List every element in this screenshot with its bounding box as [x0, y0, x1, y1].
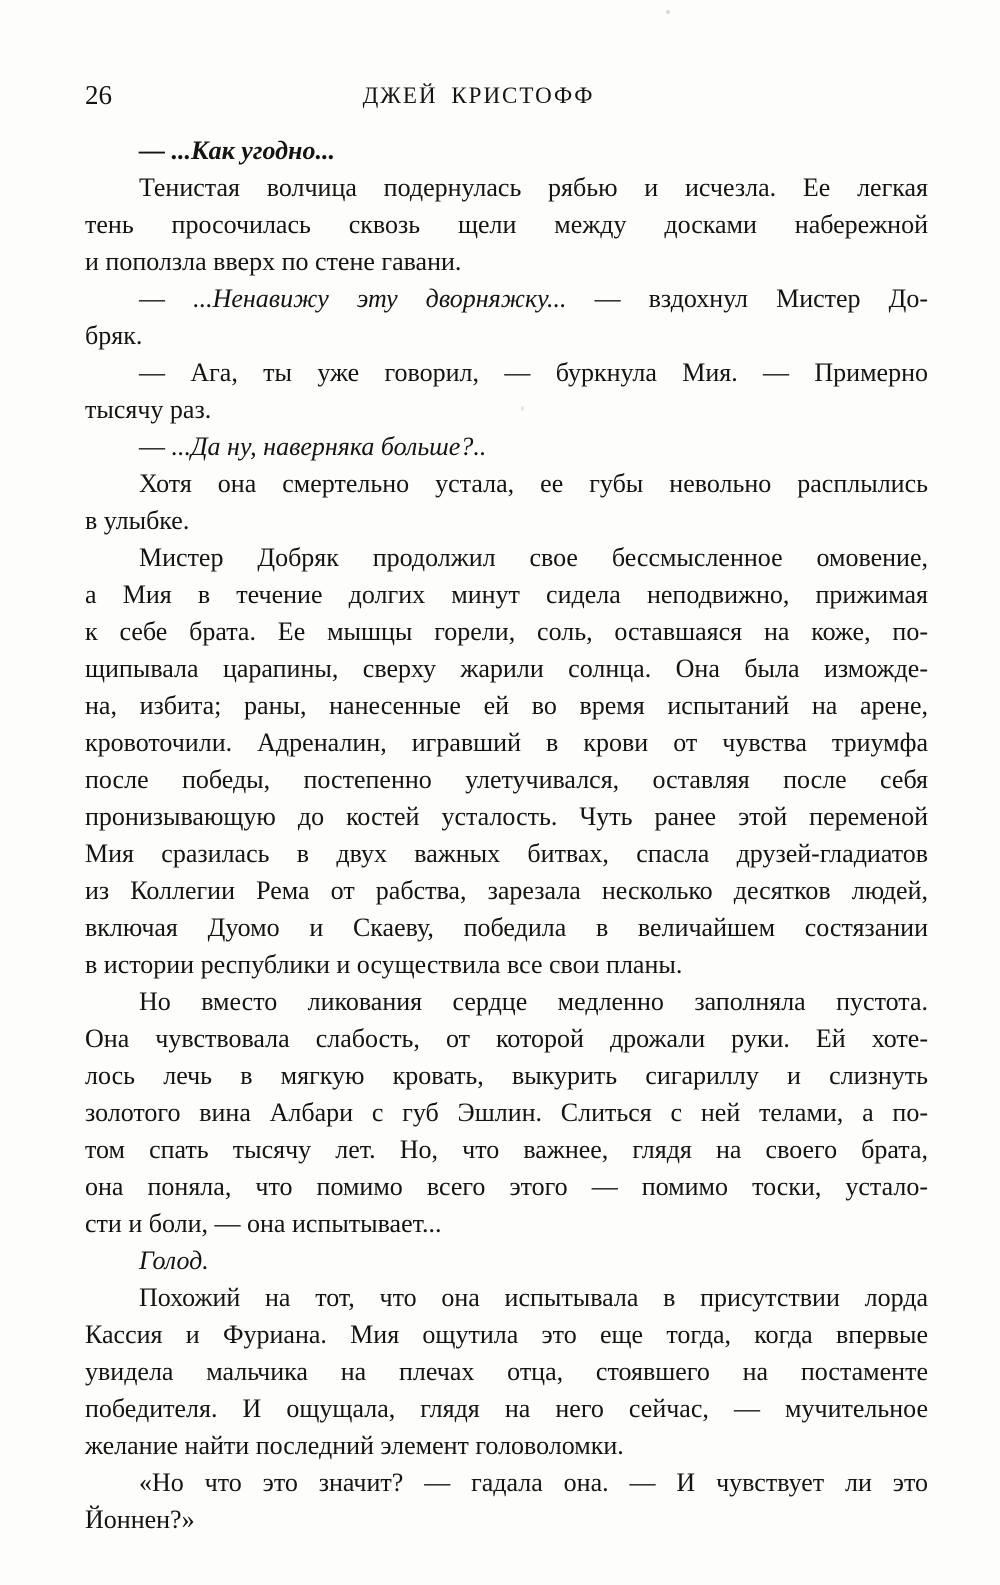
text-line [85, 872, 928, 909]
text-line [85, 613, 928, 650]
text-line [85, 465, 928, 502]
text-line [85, 798, 928, 835]
text-segment: Тенистая волчица подернулась рябью и исчезла. Ее легкая [139, 173, 928, 202]
text-line [85, 243, 928, 280]
text-segment: Но вместо ликования сердце медленно заполняла пустота. [139, 987, 928, 1016]
text-segment: Кассия и Фуриана. Мия ощутила это еще тогда, когда впервые [85, 1320, 928, 1349]
text-line [85, 1242, 928, 1279]
text-line [85, 1464, 928, 1501]
text-line [85, 983, 928, 1020]
text-segment: золотого вина Албари с губ Эшлин. Слиться с ней телами, а по- [85, 1098, 928, 1127]
text-segment-emphasis: ...Ненавижу эту дворняжку... [193, 284, 567, 313]
text-segment: и поползла вверх по стене гавани. [85, 247, 462, 276]
text-segment: включая Дуомо и Скаеву, победила в величайшем состязании [85, 913, 928, 942]
text-segment: кровоточили. Адреналин, игравший в крови от чувства триумфа [85, 728, 928, 757]
text-line [85, 428, 928, 465]
text-segment: она поняла, что помимо всего этого — помимо тоски, устало- [85, 1172, 928, 1201]
text-segment: в истории республики и осуществила все свои планы. [85, 950, 683, 979]
text-segment: лось лечь в мягкую кровать, выкурить сигариллу и слизнуть [85, 1061, 928, 1090]
text-segment: бряк. [85, 321, 143, 350]
text-line [85, 1057, 928, 1094]
text-segment: желание найти последний элемент головоломки. [85, 1431, 624, 1460]
text-line [85, 391, 928, 428]
text-line [85, 1020, 928, 1057]
text-segment: Йоннен?» [85, 1505, 195, 1534]
text-line [85, 354, 928, 391]
body-text [85, 132, 928, 1538]
text-line [85, 1205, 928, 1242]
text-line [85, 502, 928, 539]
text-line [85, 280, 928, 317]
text-segment: Хотя она смертельно устала, ее губы невольно расплылись [139, 469, 928, 498]
text-line [85, 1094, 928, 1131]
text-line [85, 1279, 928, 1316]
text-line [85, 1427, 928, 1464]
text-segment: Мистер Добряк продолжил свое бессмысленное омовение, [139, 543, 928, 572]
text-segment: после победы, постепенно улетучивался, оставляя после себя [85, 765, 928, 794]
text-line [85, 1501, 928, 1538]
scan-speck [521, 406, 524, 411]
text-line [85, 835, 928, 872]
text-line [85, 1316, 928, 1353]
text-line [85, 724, 928, 761]
text-segment: пронизывающую до костей усталость. Чуть ранее этой переменой [85, 802, 928, 831]
text-segment: победителя. И ощущала, глядя на него сейчас, — мучительное [85, 1394, 928, 1423]
text-line [85, 1390, 928, 1427]
text-segment: сти и боли, — она испытывает... [85, 1209, 442, 1238]
text-segment-emphasis: Голод. [139, 1246, 209, 1275]
text-line [85, 576, 928, 613]
text-segment: Она чувствовала слабость, от которой дрожали руки. Ей хоте- [85, 1024, 928, 1053]
text-line [85, 169, 928, 206]
text-segment: — [139, 284, 194, 313]
text-line [85, 650, 928, 687]
text-line [85, 946, 928, 983]
text-segment: щипывала царапины, сверху жарили солнца. Она была изможде- [85, 654, 928, 683]
text-segment: на, избита; раны, нанесенные ей во время испытаний на арене, [85, 691, 928, 720]
text-line [85, 1131, 928, 1168]
text-line [85, 909, 928, 946]
page-number: 26 [85, 80, 112, 110]
text-segment: в улыбке. [85, 506, 190, 535]
text-line [85, 132, 928, 169]
text-line [85, 539, 928, 576]
text-line [85, 1353, 928, 1390]
text-segment: — Ага, ты уже говорил, — буркнула Мия. — Примерно [139, 358, 928, 387]
scan-speck [666, 10, 670, 14]
text-segment: а Мия в течение долгих минут сидела неподвижно, прижимая [85, 580, 928, 609]
text-segment: Мия сразилась в двух важных битвах, спасла друзей-гладиатов [85, 839, 928, 868]
text-segment: тень просочилась сквозь щели между досками набережной [85, 210, 928, 239]
text-segment-emphasis: — ...Как угодно... [139, 136, 335, 165]
text-line [85, 206, 928, 243]
text-line [85, 761, 928, 798]
text-segment: увидела мальчика на плечах отца, стоявшего на постаменте [85, 1357, 928, 1386]
text-segment: — вздохнул Мистер До- [566, 284, 928, 313]
text-line [85, 687, 928, 724]
text-segment: «Но что это значит? — гадала она. — И чувствует ли это [139, 1468, 928, 1497]
text-segment: Похожий на тот, что она испытывала в присутствии лорда [139, 1283, 928, 1312]
running-title: ДЖЕЙ КРИСТОФФ [362, 83, 595, 108]
text-line [85, 1168, 928, 1205]
page-header [85, 80, 928, 112]
text-segment: из Коллегии Рема от рабства, зарезала несколько десятков людей, [85, 876, 928, 905]
text-segment: — [139, 432, 172, 461]
text-segment-emphasis: ...Да ну, наверняка больше?.. [171, 432, 487, 461]
text-line [85, 317, 928, 354]
text-segment: к себе брата. Ее мышцы горели, соль, оставшаяся на коже, по- [85, 617, 928, 646]
text-segment: том спать тысячу лет. Но, что важнее, глядя на своего брата, [85, 1135, 928, 1164]
text-segment: тысячу раз. [85, 395, 212, 424]
